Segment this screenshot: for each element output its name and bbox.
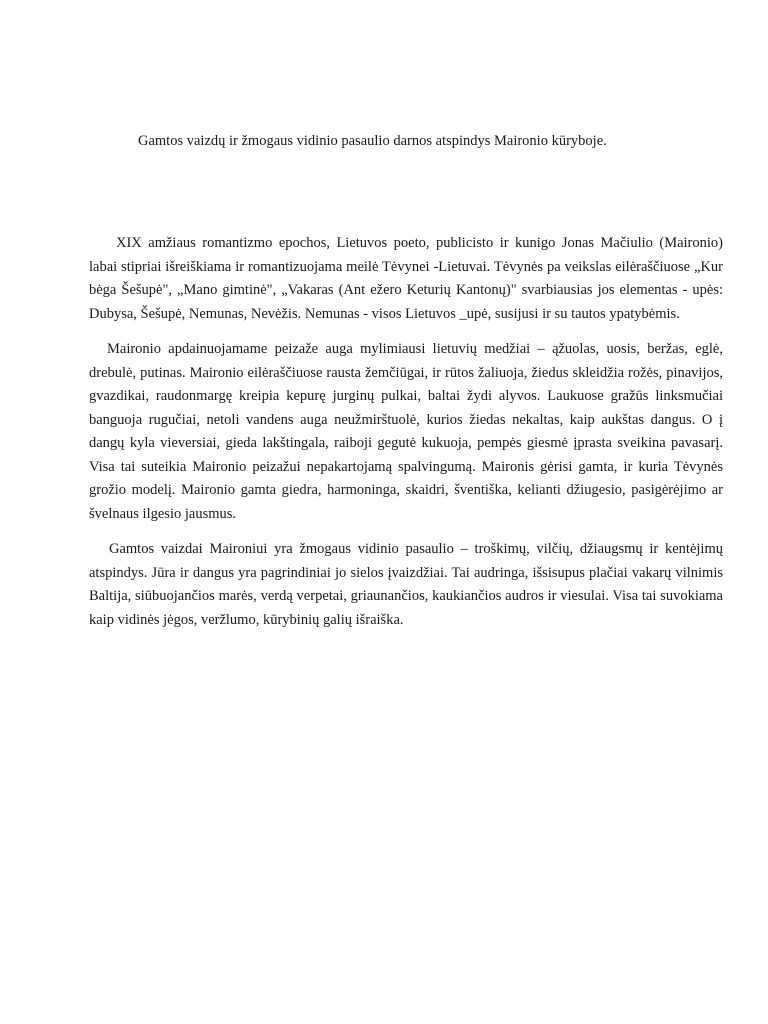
paragraph-3: Gamtos vaizdai Maironiui yra žmogaus vidinio pasaulio – troškimų, vilčių, džiaugsmų ir kentėjimų atspindys. Jūra ir dangus yra pagrindiniai jo sielos įvaizdžiai. Tai audringa, išsisupus plačiai vakarų vilnimis Baltija, siūbuojančios marės, verdą verpetai, griaunančios, kaukiančios audros ir viesulai. Visa tai suvokiama kaip vidinės jėgos, veržlumo, kūrybinių galių išraiška. bbox=[89, 541, 723, 628]
paragraph-1: XIX amžiaus romantizmo epochos, Lietuvos poeto, publicisto ir kunigo Jonas Mačiulio (Maironio) labai stipriai išreiškiama ir romantizuojama meilė Tėvynei -Lietuvai. Tėvynės pa veikslas eilėraščiuose „Kur bėga Šešupė", „Mano gimtinė", „Vakaras (Ant ežero Keturių Kantonų)" svarbiausias jos elementas - upės: Dubysa, Šešupė, Nemunas, Nevėžis. Nemunas - visos Lietuvos _upė, susijusi ir su tautos ypatybėmis. bbox=[89, 235, 723, 322]
paragraph-2: Maironio apdainuojamame peizaže auga mylimiausi lietuvių medžiai – ąžuolas, uosis, beržas, eglė, drebulė, putinas. Maironio eilėraščiuose rausta žemčiūgai, ir rūtos žaliuoja, žiedus skleidžia rožės, pinavijos, gvazdikai, raudonmargę kreipia kepurę jurginų pulkai, baltai žydi alyvos. Laukuose gražūs linksmučiai banguoja rugučiai, netoli vandens auga neužmirštuolė, kurios žiedas nekaltas, kaip aukštas dangus. O į dangų kyla vieversiai, gieda lakštingala, raiboji gegutė kukuoja, pempės giesmė įprasta sveikina pavasarį. Visa tai suteikia Maironio peizažui nepakartojamą spalvingumą. Maironis gėrisi gamta, ir kuria Tėvynės grožio modelį. Maironio gamta giedra, harmoninga, skaidri, šventiška, kelianti džiugesio, pasigėrėjimo ar švelnaus ilgesio jausmus. bbox=[89, 341, 723, 522]
document-title: Gamtos vaizdų ir žmogaus vidinio pasaulio darnos atspindys Maironio kūryboje. bbox=[138, 133, 607, 149]
document-body bbox=[89, 232, 723, 644]
